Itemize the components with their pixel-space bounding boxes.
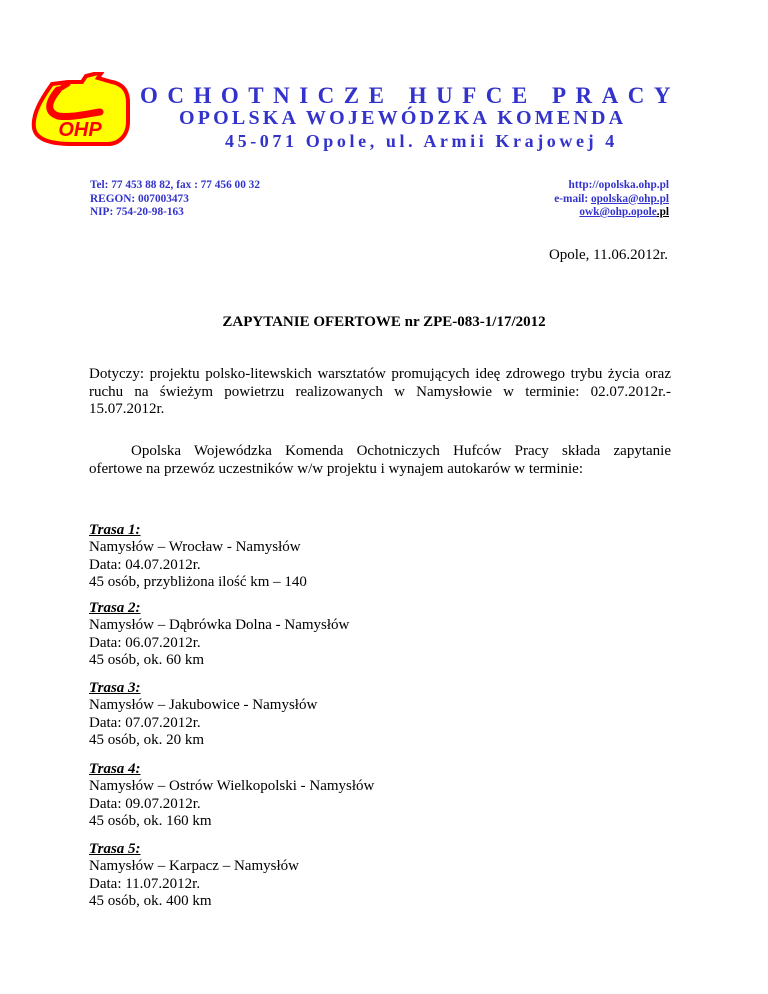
route-date: Data: 04.07.2012r. <box>89 556 201 573</box>
route-name: Trasa 4: <box>89 761 141 777</box>
route-name: Trasa 2: <box>89 600 141 616</box>
route-date: Data: 09.07.2012r. <box>89 795 201 812</box>
subject-line-3: 15.07.2012r. <box>89 401 165 417</box>
route-date: Data: 07.07.2012r. <box>89 714 201 731</box>
route-name: Trasa 1: <box>89 522 141 538</box>
request-paragraph <box>89 443 671 478</box>
contact-left <box>90 179 260 220</box>
route-name: Trasa 3: <box>89 680 141 696</box>
request-line-2: ofertowe na przewóz uczestników w/w projektu i wynajem autokarów w terminie: <box>89 460 584 477</box>
route-1 <box>89 522 307 591</box>
route-5 <box>89 841 299 910</box>
email2-line[interactable] <box>554 206 669 220</box>
route-info: 45 osób, ok. 20 km <box>89 731 205 748</box>
subject-paragraph <box>89 366 671 419</box>
org-unit: OPOLSKA WOJEWÓDZKA KOMENDA <box>179 107 627 129</box>
route-path: Namysłów – Jakubowice - Namysłów <box>89 697 318 714</box>
route-4 <box>89 761 374 830</box>
route-path: Namysłów – Dąbrówka Dolna - Namysłów <box>89 617 350 634</box>
route-path: Namysłów – Ostrów Wielkopolski - Namysłów <box>89 778 375 795</box>
route-3 <box>89 680 317 749</box>
route-info: 45 osób, przybliżona ilość km – 140 <box>89 573 307 590</box>
org-name: OCHOTNICZE HUFCE PRACY <box>140 83 680 108</box>
email-label: e-mail: <box>554 192 591 205</box>
route-path: Namysłów – Karpacz – Namysłów <box>89 858 299 875</box>
route-date: Data: 06.07.2012r. <box>89 634 201 651</box>
route-info: 45 osób, ok. 60 km <box>89 651 205 668</box>
ohp-logo <box>28 72 136 148</box>
phone-fax: Tel: 77 453 88 82, fax : 77 456 00 32 <box>90 179 260 191</box>
email-line <box>554 193 669 207</box>
subject-line-2: ruchu na świeżym powietrzu realizowanych w Namysłowie w terminie: 02.07.2012r.- <box>89 383 671 400</box>
nip: NIP: 754-20-98-163 <box>90 206 184 218</box>
route-info: 45 osób, ok. 400 km <box>89 892 212 909</box>
route-path: Namysłów – Wrocław - Namysłów <box>89 539 301 556</box>
document-date: Opole, 11.06.2012r. <box>548 247 668 263</box>
route-2 <box>89 600 349 669</box>
email-link[interactable]: opolska@ohp.pl <box>590 192 669 205</box>
route-info: 45 osób, ok. 160 km <box>89 812 212 829</box>
contact-right <box>554 179 669 220</box>
regon: REGON: 007003473 <box>90 192 189 205</box>
document-title: ZAPYTANIE OFERTOWE nr ZPE-083-1/17/2012 <box>222 314 546 330</box>
route-name: Trasa 5: <box>89 841 141 857</box>
website-link[interactable]: http://opolska.ohp.pl <box>568 179 669 191</box>
org-address: 45-071 Opole, ul. Armii Krajowej 4 <box>225 131 618 151</box>
email2-link[interactable]: owk@ohp.opole <box>579 206 657 218</box>
email2-suffix[interactable]: .pl <box>656 206 669 218</box>
request-line-1: Opolska Wojewódzka Komenda Ochotniczych Hufców Pracy składa zapytanie <box>131 443 671 459</box>
logo-text: OHP <box>58 119 102 141</box>
subject-line-1: Dotyczy: projektu polsko-litewskich warsztatów promujących ideę zdrowego trybu życia oraz <box>89 366 671 382</box>
route-date: Data: 11.07.2012r. <box>89 875 201 892</box>
